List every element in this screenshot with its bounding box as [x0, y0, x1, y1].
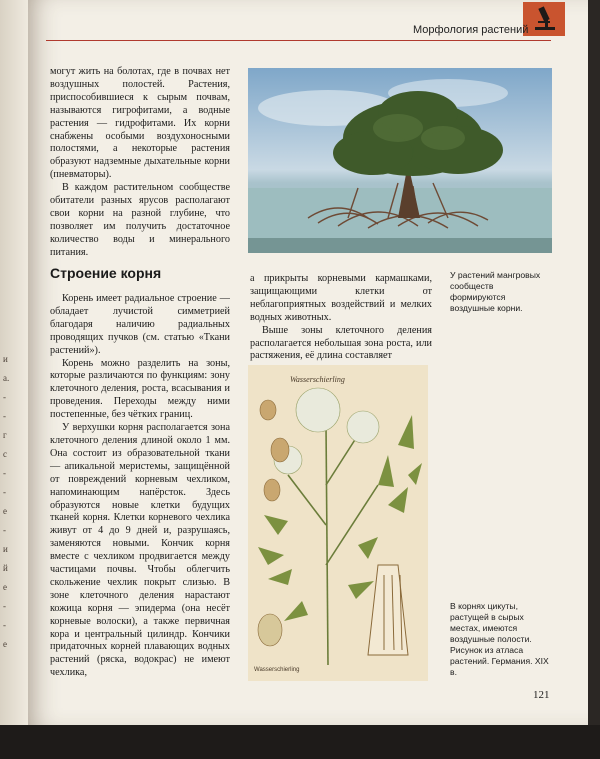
- paragraph: В каждом растительном сообществе обитатели разных ярусов располагают свои корни на разной глубине, что позволяет им получить достаточное количество воды и минерального питания.: [50, 182, 230, 258]
- spill-letter: е: [3, 582, 7, 592]
- spill-letter: -: [3, 601, 6, 611]
- paragraph: У верхушки корня располагается зона клеточного деления длиной около 1 мм. Она состоит из образовательной ткани — апикальной меристемы, защищённой от повреждений корневым чехликом, напоминающим напёрсток. Здесь образуются новые клетки будущих тканей корня. Клетки корневого чехлика живут от 4 до 9 дней и, разрушаясь, заменяются новыми. Кончик корня вместе с чехликом продвигается между частицами почвы. Чтобы облегчить скольжение чехлик покрыт слизью. В зоне клеточного деления нарастают кожица корня — эпидерма (она несёт корневые волоски), а также первичная кора и центральный цилиндр. Кончики придаточных корней плавающих водных растений (ряска, водокрас) не имеют чехлика,: [50, 422, 230, 679]
- spill-letter: и: [3, 544, 8, 554]
- spill-letter: с: [3, 449, 7, 459]
- mangrove-caption: У растений мангровых сообществ формируются воздушные корни.: [450, 270, 541, 313]
- cicuta-caption: В корнях цикуты, растущей в сырых местах, имеются воздушные полости. Рисунок из атласа растений. Германия. XIX в.: [450, 601, 549, 677]
- spill-letter: -: [3, 411, 6, 421]
- mid-column-text: [250, 273, 432, 363]
- paragraph: Выше зоны клеточного деления располагается небольшая зона роста, или растяжения, её длина составляет: [250, 324, 432, 362]
- microscope-icon: [523, 2, 565, 36]
- page-number: 121: [533, 689, 550, 701]
- scan-shadow: [0, 725, 600, 759]
- intro-text: [50, 66, 230, 260]
- illustration-credit: Wasserschierling: [254, 667, 300, 673]
- spill-letter: -: [3, 392, 6, 402]
- mangrove-photo: [248, 68, 552, 253]
- paragraph: Корень можно разделить на зоны, которые различаются по функциям: зону клеточного деления, роста, всасывания и проведения. Переходы между ними постепенные, без чётких границ.: [50, 357, 230, 421]
- spill-letter: -: [3, 468, 6, 478]
- spill-letter: й: [3, 563, 8, 573]
- paragraph: а прикрыты корневыми кармашками, защищающими клетки от неблагоприятных воздействий и мелких водных животных.: [250, 273, 432, 323]
- spill-letter: а.: [3, 373, 10, 383]
- paragraph: Корень имеет радиальное строение — обладает лучистой симметрией благодаря наличию радиальных проводящих пучков (см. статью «Ткани растений»).: [50, 293, 230, 356]
- spill-letter: -: [3, 525, 6, 535]
- running-header: Морфология растений: [413, 24, 529, 36]
- header-rule: [46, 40, 551, 41]
- spill-letter: г: [3, 430, 7, 440]
- cicuta-illustration: [248, 365, 428, 681]
- paragraph: могут жить на болотах, где в почвах нет воздушных полостей. Растения, приспособившиеся к сырым почвам, называются гигрофитами, а водные растения — гидрофитами. Их корни снабжены особыми воздухоносными полостями, а некоторые растения образуют надземные дыхательные корни (пневматоры).: [50, 66, 230, 181]
- spill-letter: -: [3, 487, 6, 497]
- spill-letter: е: [3, 639, 7, 649]
- illustration-label: Wasserschierling: [290, 375, 345, 384]
- adjacent-page-edge: [0, 0, 28, 725]
- main-text: [50, 293, 230, 680]
- book-page: [28, 0, 588, 725]
- spill-letter: е: [3, 506, 7, 516]
- section-heading: Строение корня: [50, 265, 162, 281]
- spill-letter: и: [3, 354, 8, 364]
- spill-letter: -: [3, 620, 6, 630]
